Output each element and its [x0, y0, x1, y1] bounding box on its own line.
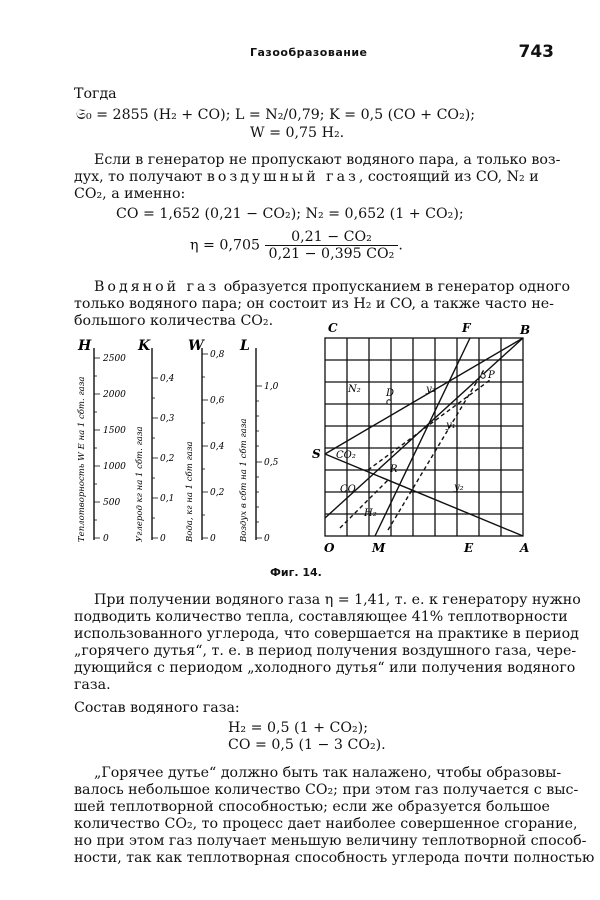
spaced-term-air-gas: воздушный газ [206, 169, 359, 185]
tick-W-0.8: 0,8 [210, 350, 225, 360]
equation-air-gas: CO = 1,652 (0,21 − CO₂); N₂ = 0,652 (1 + CO₂); [116, 206, 464, 222]
equation-eta: η = 0,705 $\frac{\text{0,21 − CO₂}}{\text{0,21 − 0,395 CO₂}}$ . [190, 229, 403, 262]
tick-K-0.4: 0,4 [160, 374, 175, 384]
equation-co: CO = 0,5 (1 − 3 CO₂). [228, 737, 386, 753]
para2-line3: большого количества CO₂. [74, 313, 274, 329]
para1-line3: CO₂, а именно: [74, 186, 186, 202]
nomogram-lines [325, 338, 523, 536]
page-number: 743 [518, 42, 554, 62]
corner-label-F: F [462, 321, 471, 335]
nomogram-labels [312, 321, 530, 555]
inner-label-y2: y₂ [454, 482, 464, 493]
tick-L-1.0: 1,0 [264, 382, 279, 392]
equation-heat-line1: 𝔖₀ = 2855 (H₂ + CO); L = N₂/0,79; K = 0,5 (CO + CO₂); [76, 107, 476, 123]
scale-W [184, 338, 225, 544]
para5-line4: количество CO₂, то процесс дает наиболее совершенное сгорание, [74, 816, 578, 832]
scale-letter-H: H [78, 338, 92, 354]
eta-fraction: $\frac{\text{0,21 − CO₂}}{\text{0,21 − 0,395 CO₂}}$ [265, 229, 399, 262]
para2-line2: только водяного пара; он состоит из H₂ и CO, а также часто не- [74, 296, 554, 312]
para2-line1: Водяной газ образуется пропусканием в генератор одного [94, 279, 571, 295]
para3-line2: подводить количество тепла, составляющее 41% теплотворности [74, 609, 568, 625]
tick-K-0: 0 [160, 534, 166, 544]
tick-H-500: 500 [103, 498, 121, 508]
inner-label-D: D [386, 388, 395, 399]
tick-K-0.3: 0,3 [160, 414, 175, 424]
scale-K [134, 338, 175, 544]
inner-label-P: P [488, 370, 495, 381]
para3-line5: дующийся с периодом „холодного дутья“ или получения водяного [74, 660, 576, 676]
corner-label-B: B [520, 323, 531, 337]
tick-H-2000: 2000 [103, 390, 126, 400]
corner-label-E: E [464, 541, 474, 555]
para5-line6: ности, так как теплотворная способность углерода почти полностью [74, 850, 595, 866]
tick-H-2500: 2500 [103, 354, 126, 364]
scale-H [76, 338, 126, 544]
inner-label-N2: N₂ [348, 384, 361, 395]
corner-label-C: C [328, 321, 338, 335]
inner-label-CO: CO [340, 484, 356, 495]
figure-14 [70, 320, 560, 560]
equation-heat-line2: W = 0,75 H₂. [250, 125, 345, 141]
scale-L [238, 338, 279, 544]
tick-W-0: 0 [210, 534, 216, 544]
tick-W-0.6: 0,6 [210, 396, 225, 406]
para5-line2: валось небольшое количество CO₂; при этом газ получается с выс- [74, 782, 579, 798]
intro-word: Тогда [74, 86, 117, 102]
inner-label-y1: y₁ [446, 420, 456, 431]
tick-L-0.5: 0,5 [264, 458, 279, 468]
para1-line2: дух, то получают воздушный газ, состоящий из CO, N₂ и [74, 169, 539, 185]
figure-caption: Фиг. 14. [270, 566, 322, 579]
scale-label-H: Теплотворность W E на 1 сбт. газа [77, 376, 87, 542]
tick-H-0: 0 [103, 534, 109, 544]
para3-line1: При получении водяного газа η = 1,41, т. е. к генератору нужно [94, 592, 581, 608]
inner-label-CO2: CO₂ [336, 450, 356, 461]
tick-K-0.2: 0,2 [160, 454, 175, 464]
tick-H-1500: 1500 [103, 426, 126, 436]
corner-label-O: O [324, 541, 335, 555]
inner-label-R: R [390, 464, 398, 475]
tick-H-1000: 1000 [103, 462, 126, 472]
corner-label-S: S [312, 447, 321, 461]
scale-label-L: Воздух в сбт на 1 сбт газа [239, 418, 249, 542]
corner-label-A: A [520, 541, 530, 555]
tick-K-0.1: 0,1 [160, 494, 175, 504]
inner-label-y3: y₃ [426, 384, 436, 395]
inner-label-H2: H₂ [364, 508, 377, 519]
para3-line6: газа. [74, 677, 111, 693]
running-title: Газообразование [250, 46, 368, 59]
page-header [70, 44, 560, 68]
scale-label-K: Углерод кг на 1 сбт. газа [135, 426, 145, 542]
tick-W-0.4: 0,4 [210, 442, 225, 452]
scale-label-W: Вода, кг на 1 сбт газа [185, 441, 195, 542]
corner-label-M: M [372, 541, 386, 555]
para3-line3: использованного углерода, что совершается на практике в период [74, 626, 579, 642]
para4-line1: Состав водяного газа: [74, 700, 240, 716]
tick-W-0.2: 0,2 [210, 488, 225, 498]
tick-L-0: 0 [264, 534, 270, 544]
equation-h2: H₂ = 0,5 (1 + CO₂); [228, 720, 368, 736]
scale-letter-L: L [240, 338, 250, 354]
scale-letter-W: W [188, 338, 204, 354]
spaced-term-water-gas: Водяной газ [94, 279, 220, 295]
para5-line1: „Горячее дутье“ должно быть так налажено, чтобы образовы- [94, 765, 562, 781]
para5-line3: шей теплотворной способностью; если же образуется большое [74, 799, 550, 815]
para3-line4: „горячего дутья“, т. е. в период получения воздушного газа, чере- [74, 643, 577, 659]
para5-line5: но при этом газ получает меньшую величину теплотворной способ- [74, 833, 587, 849]
para1-line1: Если в генератор не пропускают водяного пара, а только воз- [94, 152, 561, 168]
scale-letter-K: K [138, 338, 151, 354]
